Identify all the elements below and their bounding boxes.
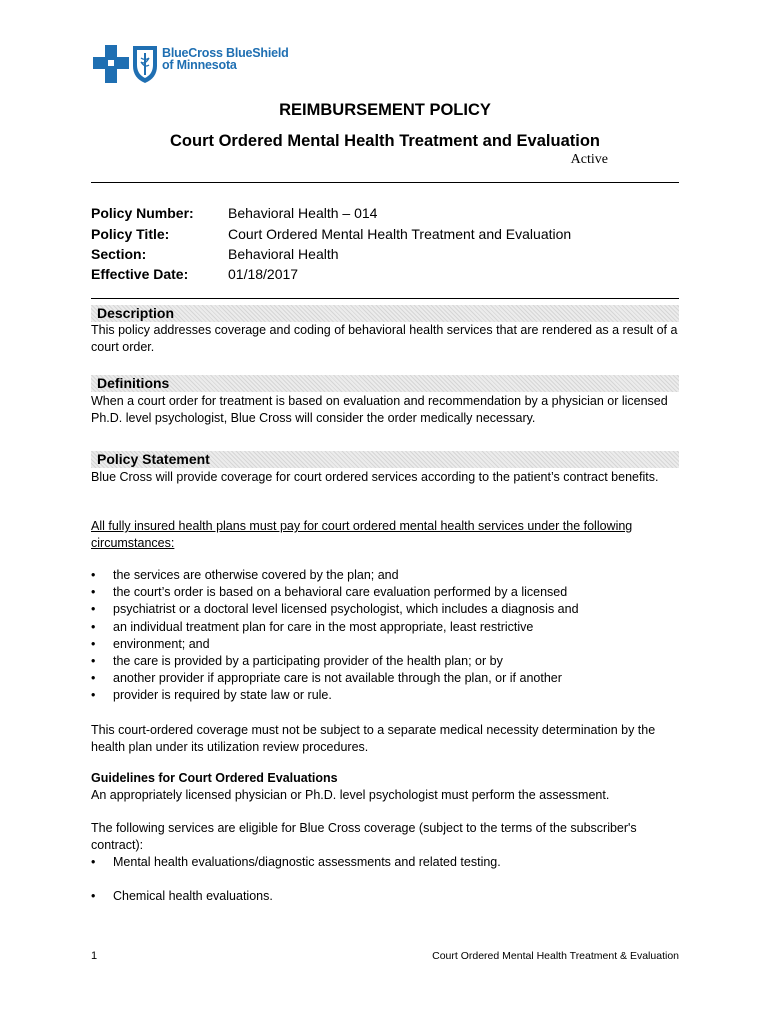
page-number: 1 [91, 950, 98, 962]
list-item-text: the services are otherwise covered by the plan; and [113, 568, 399, 582]
list-item [91, 653, 681, 670]
definitions-text: When a court order for treatment is based on evaluation and recommendation by a physician or licensed Ph.D. level psychologist, Blue Cross will consider the order medically necessary. [91, 394, 668, 425]
description-text: This policy addresses coverage and coding of behavioral health services that are rendered as a result of a court order. [91, 323, 678, 354]
bullet-icon: • [91, 855, 96, 869]
list-item [91, 888, 681, 905]
eligible-services-list-2 [91, 888, 681, 905]
list-item-text: the court’s order is based on a behavioral care evaluation performed by a licensed [113, 585, 568, 600]
document-subtitle: Court Ordered Mental Health Treatment and Evaluation [170, 132, 600, 150]
guidelines-text: An appropriately licensed physician or Ph.D. level psychologist must perform the assessment. [91, 788, 610, 802]
list-item [91, 567, 681, 584]
blue-cross-icon [93, 45, 129, 83]
list-item-text: environment; and [113, 636, 210, 651]
list-item-text: Chemical health evaluations. [113, 889, 273, 903]
description-heading: Description [91, 305, 679, 322]
bullet-icon: • [91, 568, 96, 582]
section-label: Section: [91, 246, 147, 262]
bullet-icon: • [91, 636, 96, 651]
bullet-icon: • [91, 688, 96, 703]
logo-line-1: BlueCross BlueShield [162, 46, 289, 60]
list-item-text: Mental health evaluations/diagnostic assessments and related testing. [113, 855, 501, 869]
bullet-icon: • [91, 602, 96, 617]
list-item [91, 636, 681, 653]
list-item [91, 670, 681, 687]
policy-statement-text: Blue Cross will provide coverage for court ordered services according to the patient’s contract benefits. [91, 470, 659, 484]
blue-shield-icon [133, 46, 157, 83]
eligible-services-list [91, 854, 681, 871]
bullet-icon: • [91, 619, 96, 634]
effective-date-label: Effective Date: [91, 266, 189, 282]
guidelines-heading: Guidelines for Court Ordered Evaluations [91, 771, 338, 785]
bullet-icon: • [91, 585, 96, 600]
bullet-icon: • [91, 654, 96, 669]
circumstances-list [91, 567, 681, 705]
list-item [91, 619, 681, 636]
list-item [91, 601, 681, 618]
coverage-text: This court-ordered coverage must not be subject to a separate medical necessity determination by the health plan under its utilization review procedures. [91, 723, 656, 754]
list-item-text: another provider if appropriate care is not available through the plan, or if another [113, 671, 562, 686]
divider-meta [91, 298, 679, 299]
logo-wordmark [162, 47, 289, 71]
policy-number-label: Policy Number: [91, 205, 194, 221]
section-value: Behavioral Health [228, 246, 339, 262]
list-item-text: psychiatrist or a doctoral level licensed psychologist, which includes a diagnosis and [113, 602, 579, 617]
policy-number-value: Behavioral Health – 014 [228, 205, 378, 221]
bullet-icon: • [91, 671, 96, 686]
effective-date-value: 01/18/2017 [228, 266, 299, 282]
policy-title-label: Policy Title: [91, 226, 170, 242]
policy-statement-heading: Policy Statement [91, 451, 679, 468]
list-item [91, 584, 681, 601]
list-item-text: provider is required by state law or rule. [113, 688, 332, 703]
footer-title: Court Ordered Mental Health Treatment & Evaluation [432, 950, 679, 962]
divider-top [91, 182, 679, 183]
list-item [91, 854, 681, 871]
bullet-icon: • [91, 889, 96, 903]
fully-insured-text: All fully insured health plans must pay for court ordered mental health services under the following circumstances: [91, 519, 633, 550]
document-title: REIMBURSEMENT POLICY [279, 101, 491, 119]
policy-status: Active [570, 152, 608, 167]
list-item-text: an individual treatment plan for care in the most appropriate, least restrictive [113, 619, 534, 634]
eligible-services-text: The following services are eligible for Blue Cross coverage (subject to the terms of the subscriber's contract): [91, 821, 637, 852]
list-item-text: the care is provided by a participating provider of the health plan; or by [113, 654, 503, 669]
logo-line-2: of Minnesota [162, 58, 237, 72]
definitions-heading: Definitions [91, 375, 679, 392]
list-item [91, 687, 681, 704]
policy-title-value: Court Ordered Mental Health Treatment and Evaluation [228, 226, 572, 242]
